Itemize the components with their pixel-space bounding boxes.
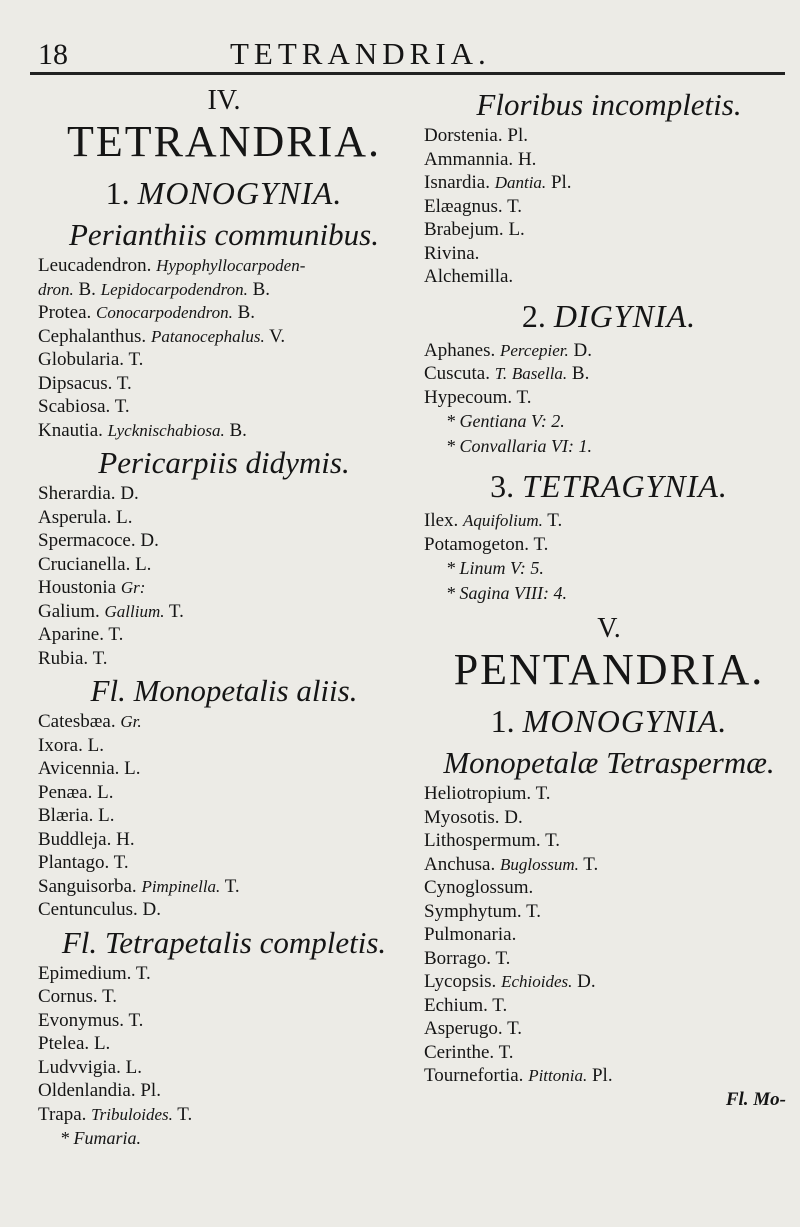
- genus-name: Potamogeton.: [424, 533, 530, 555]
- authority: H.: [517, 148, 537, 170]
- genus-entry: [424, 242, 794, 266]
- order-name: MONOGYNIA.: [522, 703, 728, 739]
- section-heading: Perianthiis communibus.: [69, 217, 379, 252]
- genus-entry: [424, 1041, 794, 1065]
- genus-entry: [424, 806, 794, 830]
- genus-name: Leucadendron.: [38, 255, 152, 276]
- genus-list: [424, 124, 794, 289]
- order-heading: [424, 295, 794, 337]
- section-heading: Fl. Monopetalis aliis.: [90, 673, 358, 708]
- genus-entry: [424, 853, 794, 877]
- genus-name: Alchemilla.: [424, 266, 514, 287]
- authority: V.: [269, 325, 286, 347]
- genus-list: [38, 962, 410, 1127]
- genus-entry: [424, 509, 794, 533]
- genus-name: Heliotropium.: [424, 783, 532, 804]
- synonym: Lepidocarpodendron.: [100, 279, 248, 299]
- authority: T.: [108, 624, 124, 645]
- authority: B.: [252, 278, 271, 300]
- genus-name: Knautia.: [38, 419, 103, 441]
- order-heading: [424, 700, 794, 742]
- authority: L.: [98, 805, 115, 826]
- authority: T.: [535, 783, 551, 804]
- section-heading: Floribus incompletis.: [476, 87, 742, 122]
- genus-name: Cuscuta.: [424, 363, 490, 384]
- authority: T.: [92, 647, 108, 669]
- genus-name: Avicennia.: [38, 758, 120, 779]
- genus-name: Pulmonaria.: [424, 924, 517, 945]
- authority: L.: [125, 1056, 142, 1078]
- genus-name: Plantago.: [38, 852, 110, 873]
- genus-name: Dipsacus.: [38, 372, 113, 394]
- authority: T.: [168, 600, 184, 622]
- page-number: 18: [38, 38, 68, 71]
- genus-entry: [38, 828, 410, 852]
- order-name: MONOGYNIA.: [137, 175, 343, 211]
- genus-entry: [424, 876, 794, 900]
- genus-list: [424, 509, 794, 556]
- genus-list: [38, 710, 410, 922]
- authority: T.: [545, 830, 561, 851]
- genus-entry: [424, 1064, 794, 1088]
- synonym: Pimpinella.: [141, 876, 221, 896]
- authority: L.: [135, 553, 152, 575]
- genus-name: Protea.: [38, 302, 92, 323]
- authority: D.: [577, 971, 596, 992]
- synonym: dron.: [38, 279, 74, 299]
- genus-name: Brabejum.: [424, 219, 504, 240]
- genus-name: Catesbæa.: [38, 711, 116, 732]
- genus-list: [38, 482, 410, 670]
- synonym: Echioides.: [501, 972, 573, 991]
- genus-name: Sherardia.: [38, 483, 116, 504]
- catchword: Fl. Mo-: [725, 1088, 786, 1110]
- genus-entry: [38, 962, 410, 986]
- genus-list: [424, 782, 794, 1088]
- synonym: Lycknischabiosa.: [107, 420, 225, 440]
- genus-entry: [424, 195, 794, 219]
- synonym: Tribuloides.: [91, 1104, 173, 1124]
- genus-name: Ludvvigia.: [38, 1056, 121, 1078]
- authority: B.: [78, 278, 96, 300]
- authority: Pl.: [550, 172, 572, 193]
- cross-reference: * Sagina VIII: 4.: [446, 583, 567, 603]
- authority: T.: [583, 853, 599, 875]
- genus-entry: [38, 985, 410, 1009]
- genus-entry: [424, 148, 794, 172]
- genus-entry: [424, 1017, 794, 1041]
- synonym: Gr.: [120, 712, 142, 731]
- authority: T.: [495, 947, 511, 969]
- authority: D.: [573, 339, 592, 361]
- genus-entry: [38, 301, 410, 325]
- cross-reference: * Fumaria.: [60, 1128, 141, 1148]
- genus-name: Echium.: [424, 994, 488, 1016]
- genus-entry: [424, 218, 794, 242]
- authority: L.: [97, 781, 114, 803]
- genus-entry: [38, 395, 410, 419]
- genus-name: Oldenlandia.: [38, 1080, 136, 1101]
- genus-name: Aphanes.: [424, 339, 496, 361]
- synonym: Basella.: [511, 364, 568, 383]
- genus-entry: [424, 923, 794, 947]
- authority: L.: [124, 758, 141, 779]
- genus-entry: [38, 576, 410, 600]
- order-number: 2.: [521, 297, 546, 334]
- genus-name: Elæagnus.: [424, 195, 503, 217]
- genus-entry: [424, 994, 794, 1018]
- authority: T.: [128, 349, 144, 370]
- running-title: TETRANDRIA.: [230, 36, 491, 71]
- synonym: Percepier.: [499, 340, 569, 360]
- authority: B.: [571, 363, 590, 384]
- authority: D.: [504, 806, 523, 828]
- genus-entry: [38, 600, 410, 624]
- genus-name: Rivina.: [424, 242, 480, 264]
- genus-entry: [38, 553, 410, 577]
- genus-entry: [38, 875, 410, 899]
- genus-name: Lycopsis.: [424, 971, 497, 992]
- genus-name: Asperugo.: [424, 1018, 503, 1039]
- authority: Pl.: [140, 1080, 161, 1101]
- genus-name: Epimedium.: [38, 962, 132, 984]
- genus-name: Anchusa.: [424, 853, 496, 875]
- authority: D.: [142, 899, 161, 920]
- synonym: Gr:: [120, 578, 146, 597]
- synonym: Patanocephalus.: [150, 326, 265, 346]
- order-heading: [38, 172, 410, 214]
- genus-entry: [38, 1056, 410, 1080]
- cross-reference-list: [424, 409, 794, 459]
- genus-entry: [424, 386, 794, 410]
- genus-entry: [38, 1032, 410, 1056]
- genus-entry: [38, 647, 410, 671]
- authority: T.: [177, 1103, 193, 1125]
- genus-name: Ptelea.: [38, 1033, 90, 1054]
- genus-entry: [38, 278, 410, 302]
- genus-entry: [424, 829, 794, 853]
- synonym: Gallium.: [104, 601, 165, 621]
- authority: T.: [507, 195, 523, 217]
- genus-entry: [424, 124, 794, 148]
- genus-name: Sanguisorba.: [38, 875, 137, 897]
- order-number: 3.: [490, 468, 515, 504]
- authority: Pl.: [507, 125, 528, 146]
- genus-entry: [38, 325, 410, 349]
- synonym: Pittonia.: [528, 1066, 588, 1085]
- authority: T.: [547, 510, 563, 531]
- authority: T.: [135, 962, 151, 984]
- page-header: [30, 30, 790, 70]
- genus-name: Asperula.: [38, 506, 112, 528]
- genus-name: Trapa.: [38, 1103, 87, 1125]
- genus-name: Ammannia.: [424, 148, 514, 170]
- synonym: Aquifolium.: [463, 511, 543, 530]
- section-heading: Monopetalæ Tetraspermæ.: [443, 745, 775, 780]
- genus-name: Dorstenia.: [424, 125, 503, 146]
- synonym: Buglossum.: [499, 854, 579, 874]
- genus-name: Buddleja.: [38, 828, 112, 850]
- authority: T.: [114, 396, 130, 417]
- authority: H.: [116, 828, 135, 850]
- order-number: 1.: [490, 703, 515, 739]
- genus-entry: [38, 1079, 410, 1103]
- genus-name: Myosotis.: [424, 806, 500, 828]
- genus-name: Borrago.: [424, 947, 492, 969]
- genus-entry: [38, 623, 410, 647]
- cross-reference: * Linum V: 5.: [446, 558, 544, 578]
- cross-reference: * Gentiana V: 2.: [446, 411, 565, 431]
- genus-entry: [38, 254, 410, 278]
- authority: T.: [492, 994, 508, 1016]
- cross-reference: * Convallaria VI: 1.: [446, 436, 592, 456]
- genus-name: Cerinthe.: [424, 1041, 495, 1063]
- genus-name: Houstonia: [38, 577, 117, 598]
- authority: D.: [120, 483, 139, 504]
- authority: L.: [116, 506, 133, 528]
- genus-list: [424, 339, 794, 410]
- genus-name: Ilex.: [424, 510, 459, 531]
- order-number: 1.: [105, 175, 130, 211]
- synonym: T.: [494, 364, 508, 383]
- genus-entry: [38, 348, 410, 372]
- genus-name: Evonymus.: [38, 1009, 125, 1031]
- genus-name: Isnardia.: [424, 172, 490, 193]
- genus-entry: [424, 362, 794, 386]
- genus-name: Hypecoum.: [424, 386, 513, 408]
- authority: T.: [526, 900, 542, 922]
- genus-name: Cynoglossum.: [424, 877, 534, 898]
- authority: B.: [229, 419, 247, 441]
- genus-entry: [424, 339, 794, 363]
- class-title: PENTANDRIA.: [453, 645, 765, 694]
- genus-name: Scabiosa.: [38, 396, 111, 417]
- cross-reference-list: [424, 556, 794, 606]
- order-heading: [424, 465, 794, 507]
- authority: T.: [102, 986, 118, 1007]
- authority: T.: [507, 1018, 523, 1039]
- section-heading: Fl. Tetrapetalis completis.: [61, 924, 387, 960]
- genus-entry: [38, 1009, 410, 1033]
- left-column: [38, 84, 410, 1151]
- order-name: TETRAGYNIA.: [522, 468, 728, 504]
- genus-entry: [424, 171, 794, 195]
- order-name: DIGYNIA.: [553, 297, 697, 334]
- genus-entry: [38, 757, 410, 781]
- right-column: [424, 84, 794, 1111]
- genus-name: Blæria.: [38, 805, 94, 826]
- genus-entry: [38, 506, 410, 530]
- authority: T.: [533, 533, 549, 555]
- genus-name: Cephalanthus.: [38, 325, 147, 347]
- genus-entry: [424, 782, 794, 806]
- genus-name: Crucianella.: [38, 553, 131, 575]
- authority: T.: [516, 386, 532, 408]
- synonym: Conocarpodendron.: [96, 303, 233, 322]
- genus-entry: [38, 419, 410, 443]
- genus-entry: [38, 1103, 410, 1127]
- genus-entry: [38, 734, 410, 758]
- authority: L.: [93, 1033, 111, 1054]
- header-rule: [30, 72, 785, 75]
- genus-entry: [38, 781, 410, 805]
- genus-name: Centunculus.: [38, 899, 138, 920]
- genus-name: Cornus.: [38, 986, 98, 1007]
- authority: T.: [128, 1009, 144, 1031]
- class-numeral: IV.: [207, 85, 241, 116]
- genus-entry: [38, 851, 410, 875]
- genus-entry: [38, 804, 410, 828]
- genus-entry: [424, 970, 794, 994]
- class-numeral: V.: [597, 613, 621, 644]
- genus-name: Tournefortia.: [424, 1065, 524, 1086]
- genus-name: Galium.: [38, 600, 100, 622]
- authority: D.: [140, 530, 159, 551]
- authority: T.: [113, 852, 129, 873]
- genus-entry: [38, 898, 410, 922]
- genus-entry: [38, 372, 410, 396]
- authority: B.: [237, 302, 256, 323]
- genus-name: Rubia.: [38, 647, 89, 669]
- genus-name: Ixora.: [38, 734, 83, 756]
- genus-name: Penæa.: [38, 781, 93, 803]
- genus-entry: [424, 900, 794, 924]
- genus-name: Lithospermum.: [424, 830, 541, 851]
- authority: T.: [116, 372, 132, 394]
- section-heading: Pericarpiis didymis.: [98, 445, 350, 480]
- synonym: Dantia.: [494, 173, 547, 192]
- genus-entry: [38, 529, 410, 553]
- genus-list: [38, 254, 410, 442]
- genus-name: Spermacoce.: [38, 530, 136, 551]
- genus-entry: [424, 947, 794, 971]
- authority: T.: [498, 1041, 514, 1063]
- genus-entry: [38, 710, 410, 734]
- authority: L.: [508, 219, 525, 240]
- genus-name: Aparine.: [38, 624, 104, 645]
- authority: T.: [224, 875, 240, 897]
- genus-name: Symphytum.: [424, 900, 522, 922]
- genus-name: Globularia.: [38, 349, 125, 370]
- genus-entry: [424, 533, 794, 557]
- synonym: Hypophyllocarpoden-: [156, 256, 306, 275]
- genus-entry: [38, 482, 410, 506]
- genus-entry: [424, 265, 794, 289]
- authority: Pl.: [591, 1065, 613, 1086]
- authority: L.: [87, 734, 104, 756]
- class-title: TETRANDRIA.: [66, 117, 382, 166]
